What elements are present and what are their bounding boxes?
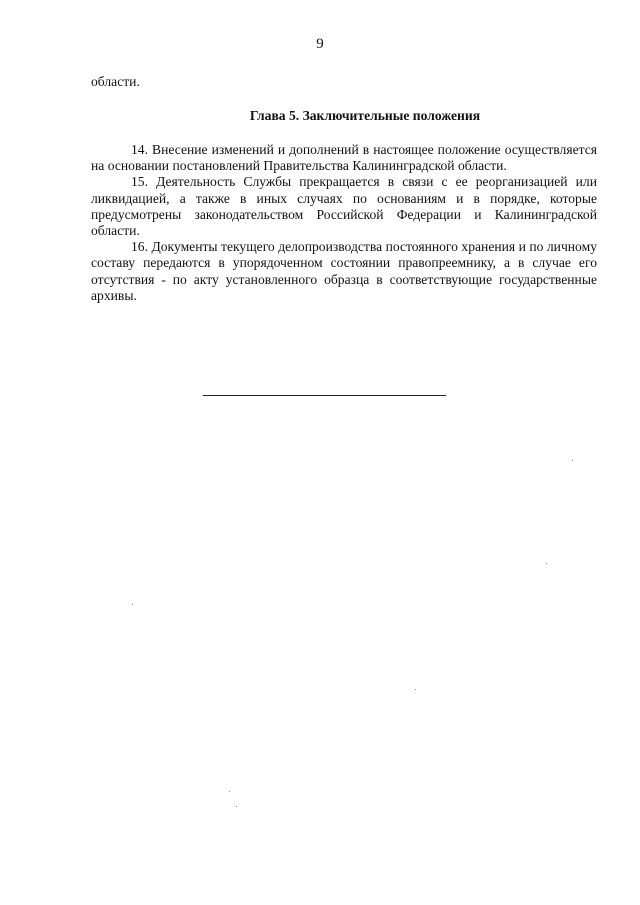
scan-speck <box>546 563 547 564</box>
paragraph-14 <box>91 142 597 174</box>
paragraph-16 <box>91 239 597 304</box>
paragraph-text: Документы текущего делопроизводства постоянного хранения и по личному составу передаются в упорядоченном состоянии правопреемнику, а в случае его отсутствия - по акту установленного образца в соответствующие государственные архивы. <box>91 239 597 303</box>
page-number: 9 <box>316 36 324 52</box>
continuation-text: области. <box>91 74 140 89</box>
paragraph-15 <box>91 174 597 239</box>
closing-rule <box>203 395 446 396</box>
paragraph-number: 16. <box>131 239 148 255</box>
paragraph-text: Деятельность Службы прекращается в связи с ее реорганизацией или ликвидацией, а также в иных случаях по основаниям и в порядке, которые предусмотрены законодательством Российской Федерации и Калининградской области. <box>91 174 597 239</box>
chapter-heading: Глава 5. Заключительные положения <box>249 108 481 123</box>
paragraph-number: 15. <box>131 174 148 190</box>
scan-speck <box>229 791 230 792</box>
scan-speck <box>572 460 573 461</box>
paragraph-number: 14. <box>131 142 148 157</box>
scan-speck <box>132 604 133 605</box>
scan-speck <box>415 689 416 690</box>
chapter-body <box>91 142 597 304</box>
paragraph-text: Внесение изменений и дополнений в настоящее положение осуществляется на основании постановлений Правительства Калининградской области. <box>91 142 597 174</box>
scan-speck <box>236 806 237 807</box>
